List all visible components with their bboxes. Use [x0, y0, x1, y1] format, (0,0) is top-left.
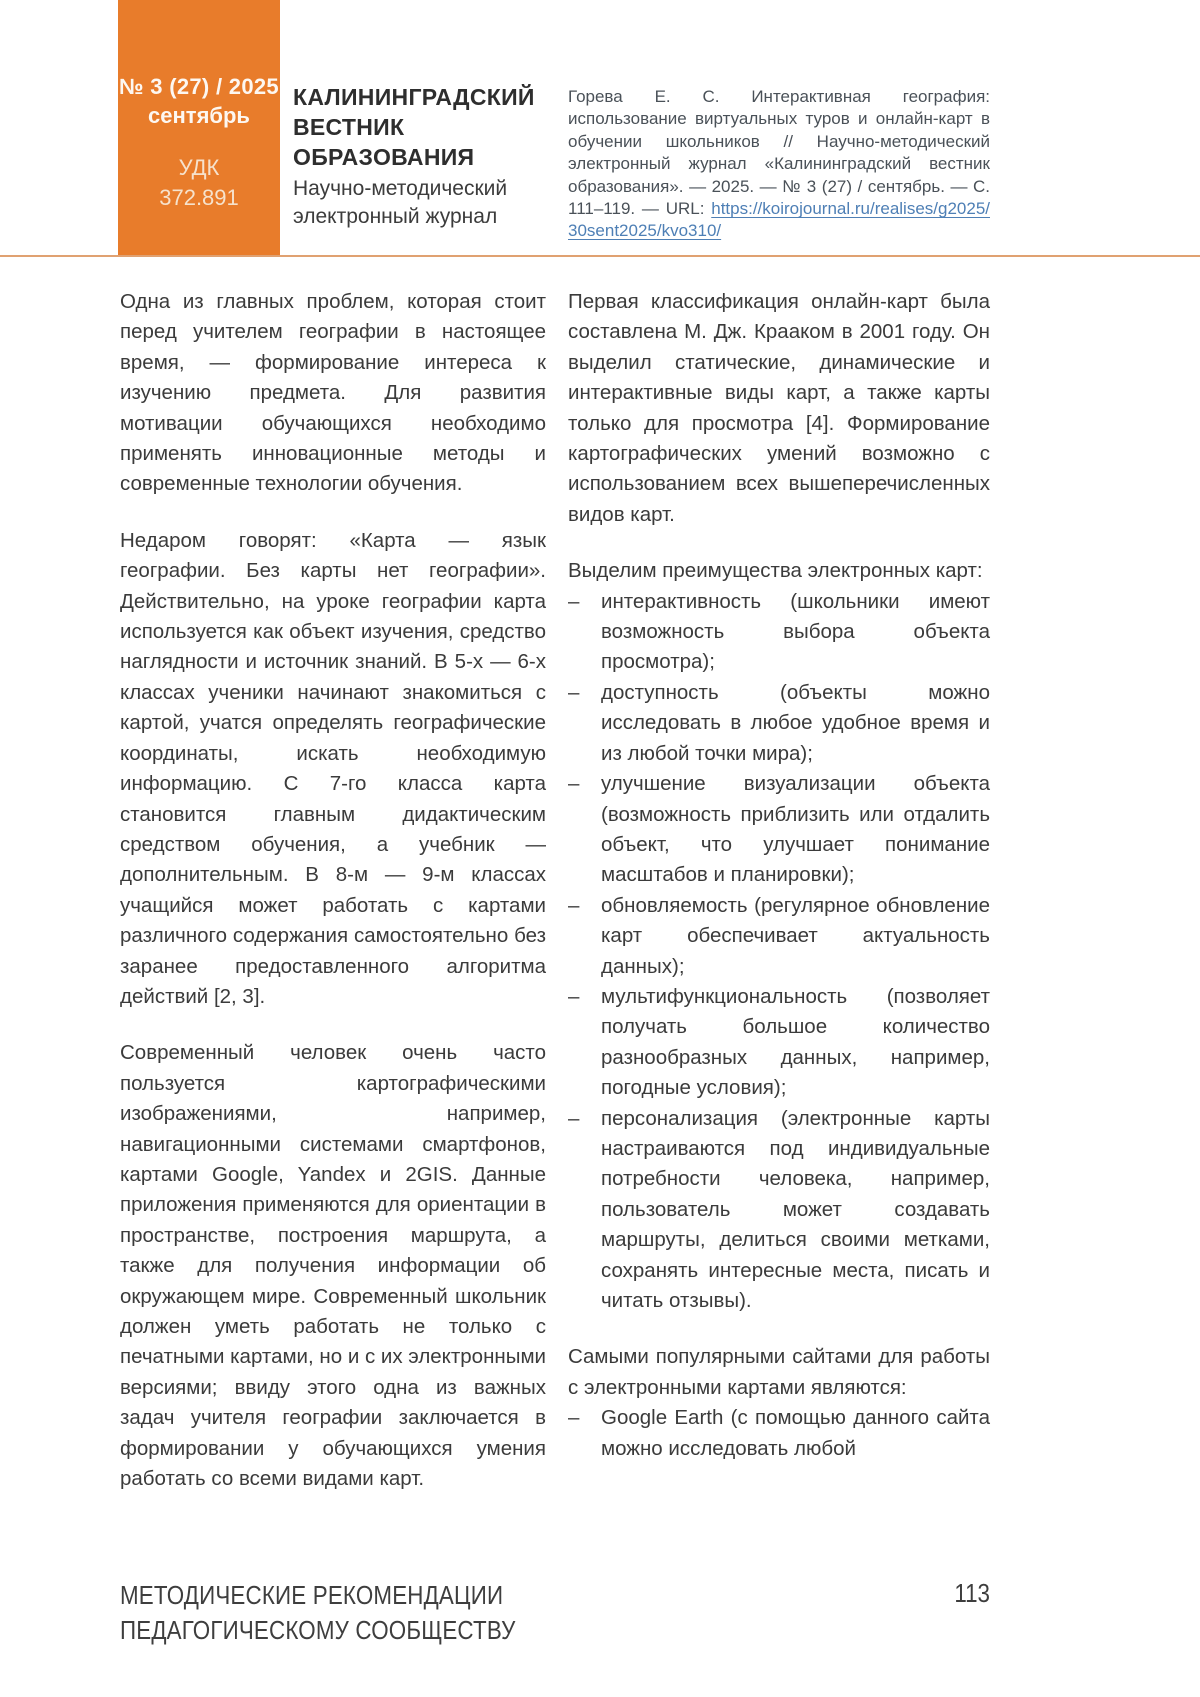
sites-list: [568, 1403, 990, 1464]
list-item: [568, 769, 990, 891]
citation-url-link[interactable]: https://koirojournal.ru/realises/g2025/30sent2025/kvo310/: [568, 199, 990, 241]
list-item: [568, 1104, 990, 1317]
journal-subtitle-line2: электронный журнал: [293, 205, 498, 228]
citation-text: Горева Е. С. Интерактивная география: использование виртуальных туров и онлайн-карт в обучении школьников // Научно-методический электронный журнал «Калининградский вестник образования». — 2025. — № 3 (27) / сентябрь. — С. 111–119. — URL:: [568, 87, 990, 219]
paragraph: Современный человек очень часто пользуется картографическими изображениями, например, навигационными системами смартфонов, картами Google, Yandex и 2GIS. Данные приложения применяются для ориентации в пространстве, построения маршрута, а также для получения информации об окружающем мире. Современный школьник должен уметь работать не только с печатными картами, но и с их электронными версиями; ввиду этого одна из важных задач учителя географии заключается в формировании у обучающихся умения работать со всеми видами карт.: [120, 1041, 546, 1491]
list-item-text: доступность (объекты можно исследовать в любое удобное время и из любой точки мира);: [601, 680, 990, 765]
header-separator-rule: [0, 255, 1200, 257]
list-item: [568, 982, 990, 1104]
footer-section-line2: ПЕДАГОГИЧЕСКОМУ СООБЩЕСТВУ: [120, 1615, 516, 1645]
udk-label: УДК: [178, 155, 220, 180]
paragraph: Недаром говорят: «Карта — язык географии. Без карты нет географии». Действительно, на уроке географии карта используется как объект изучения, средство наглядности и источник знаний. В 5-х — 6-х классах ученики начинают знакомиться с картой, учатся определять географические координаты, искать необходимую информацию. С 7-го класса карта становится главным дидактическим средством обучения, а учебник — дополнительным. В 8-м — 9-м классах учащийся может работать с картами различного содержания самостоятельно без заранее предоставленного алгоритма действий [2, 3].: [120, 528, 546, 1008]
bullet-dash: –: [568, 589, 580, 613]
issue-month: сентябрь: [148, 103, 250, 128]
list-item-text: обновляемость (регулярное обновление карт обеспечивает актуальность данных);: [601, 893, 990, 978]
advantages-intro: Выделим преимущества электронных карт:: [568, 559, 983, 583]
page-number: 113: [954, 1578, 990, 1608]
bullet-dash: –: [568, 772, 580, 796]
issue-box: [118, 0, 280, 257]
paragraph: Первая классификация онлайн-карт была составлена М. Дж. Крааком в 2001 году. Он выделил статические, динамические и интерактивные виды карт, а также карты только для просмотра [4]. Формирование картографических умений возможно с использованием всех вышеперечисленных видов карт.: [568, 290, 990, 526]
journal-title-line1: КАЛИНИНГРАДСКИЙ: [293, 84, 535, 110]
list-item-text: интерактивность (школьники имеют возможность выбора объекта просмотра);: [601, 589, 990, 674]
advantages-list: [568, 587, 990, 1317]
list-item-text: улучшение визуализации объекта (возможность приблизить или отдалить объект, что улучшает понимание масштабов и планировки);: [601, 772, 990, 887]
issue-number: № 3 (27) / 2025: [119, 74, 279, 99]
right-column: [568, 287, 990, 1464]
bullet-dash: –: [568, 1106, 580, 1130]
list-item-text: персонализация (электронные карты настраиваются под индивидуальные потребности человека, например, пользователь может создавать маршруты, делиться своими метками, сохранять интересные места, писать и читать отзывы).: [601, 1106, 990, 1312]
journal-title-line2: ВЕСТНИК ОБРАЗОВАНИЯ: [293, 114, 475, 170]
footer-section-title: [120, 1578, 516, 1648]
footer-section-line1: МЕТОДИЧЕСКИЕ РЕКОМЕНДАЦИИ: [120, 1580, 504, 1610]
journal-subtitle: [293, 175, 563, 231]
citation-block: [568, 86, 990, 243]
list-item: [568, 587, 990, 678]
bullet-dash: –: [568, 893, 580, 917]
paragraph: Одна из главных проблем, которая стоит перед учителем географии в настоящее время, — формирование интереса к изучению предмета. Для развития мотивации обучающихся необходимо применять инновационные методы и современные технологии обучения.: [120, 290, 546, 496]
list-item-text: мультифункциональность (позволяет получать большое количество разнообразных данных, например, погодные условия);: [601, 984, 990, 1100]
list-item-text: Google Earth (с помощью данного сайта можно исследовать любой: [601, 1406, 990, 1460]
udk-number: 372.891: [159, 185, 239, 210]
sites-intro: Самыми популярными сайтами для работы с электронными картами являются:: [568, 1345, 990, 1399]
journal-head: [293, 82, 563, 231]
list-item: [568, 1403, 990, 1464]
bullet-dash: –: [568, 984, 580, 1008]
journal-title: [293, 82, 563, 172]
journal-subtitle-line1: Научно-методический: [293, 177, 508, 200]
bullet-dash: –: [568, 680, 580, 704]
left-column: [120, 287, 546, 1494]
list-item: [568, 891, 990, 982]
bullet-dash: –: [568, 1406, 580, 1430]
list-item: [568, 678, 990, 769]
